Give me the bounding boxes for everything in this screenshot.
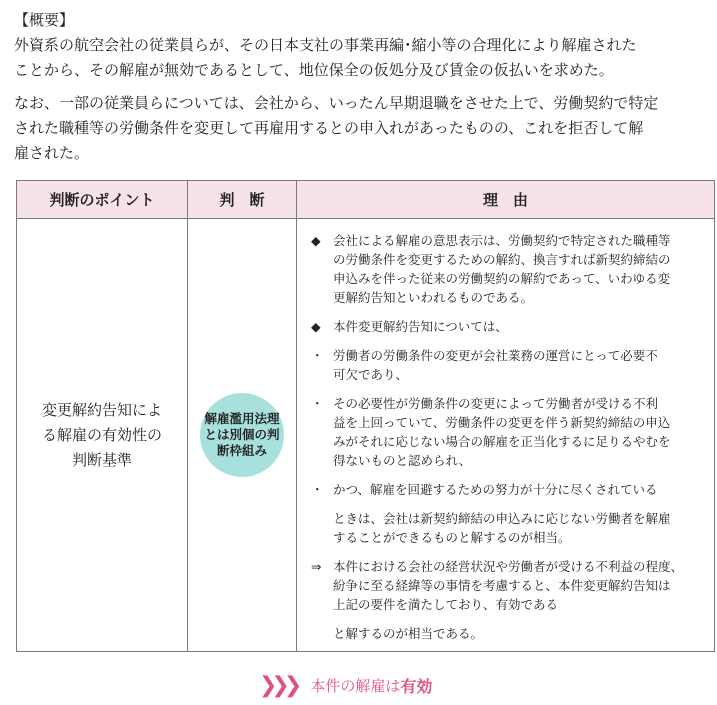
- point-cell: [17, 219, 188, 652]
- reason-line: の労働条件を変更するための解約、換言すれば新契約締結の: [333, 252, 671, 267]
- reason-line: 更解約告知といわれるものである。: [333, 290, 534, 305]
- reason-bullet: [311, 346, 700, 384]
- conclusion-result: 有効: [400, 676, 433, 696]
- reason-line: と解するのが相当である。: [333, 626, 484, 641]
- judgment-badge: [200, 393, 284, 477]
- reason-line: かつ、解雇を回避するための努力が十分に尽くされている: [333, 482, 658, 497]
- conclusion-prefix: 本件の解雇は: [310, 676, 401, 695]
- triple-chevron-icon: ❯❯❯: [259, 672, 297, 698]
- reason-bullet: [311, 394, 700, 470]
- judgment-table: [16, 180, 715, 652]
- conclusion-banner: [259, 672, 432, 698]
- summary-line: された職種等の労働条件を変更して再雇用するとの申入れがあったものの、これを拒否して解: [14, 119, 644, 137]
- reason-line: その必要性が労働条件の変更によって労働者が受ける不利: [333, 396, 659, 411]
- reason-line: 労働者の労働条件の変更が会社業務の運営にとって必要不: [333, 348, 658, 363]
- point-line: 判断基準: [71, 450, 132, 469]
- reason-line: 得ないものと認められ、: [333, 453, 472, 468]
- reason-line: 本件変更解約告知については、: [333, 319, 508, 334]
- implies-icon: ⇒: [311, 559, 322, 574]
- summary-section: [14, 8, 709, 166]
- reason-continuation: [311, 509, 700, 547]
- bullet-icon: ・: [311, 482, 324, 497]
- bullet-icon: ・: [311, 348, 324, 363]
- bullet-icon: ・: [311, 396, 324, 411]
- reason-line: 申込みを伴った従来の労働契約の解約であって、いわゆる変: [333, 271, 671, 286]
- reason-line: ときは、会社は新契約締結の申込みに応じない労働者を解雇: [333, 511, 671, 526]
- point-line: る解雇の有効性の: [41, 425, 162, 444]
- diamond-icon: ◆: [311, 319, 321, 334]
- header-reason: 理 由: [297, 181, 715, 219]
- reason-line: 本件における会社の経営状況や労働者が受ける不利益の程度、: [333, 559, 684, 574]
- judgment-line: 解雇濫用法理: [204, 411, 280, 426]
- header-point: 判断のポイント: [17, 181, 188, 219]
- point-line: 変更解約告知によ: [41, 400, 162, 419]
- summary-line: 外資系の航空会社の従業員らが、その日本支社の事業再編･縮小等の合理化により解雇された: [14, 36, 637, 54]
- table-header-row: [17, 181, 715, 219]
- reason-line: 会社による解雇の意思表示は、労働契約で特定された職種等: [333, 233, 671, 248]
- reason-cell: [297, 219, 715, 652]
- summary-line: ことから、その解雇が無効であるとして、地位保全の仮処分及び賃金の仮払いを求めた。: [14, 61, 614, 79]
- reason-continuation: [311, 624, 700, 643]
- reason-bullet: [311, 480, 700, 499]
- reason-line: 可欠であり、: [333, 367, 409, 382]
- reason-line: 上記の要件を満たしており、有効である: [333, 597, 559, 612]
- reason-item: [311, 317, 700, 336]
- judgment-cell: [188, 219, 297, 652]
- judgment-line: 断枠組み: [216, 443, 267, 458]
- summary-line: なお、一部の従業員らについては、会社から、いったん早期退職をさせた上で、労働契約で特定: [14, 94, 659, 112]
- header-judgment: 判 断: [188, 181, 297, 219]
- reason-line: 紛争に至る経緯等の事情を考慮すると、本件変更解約告知は: [333, 578, 671, 593]
- summary-line: 雇された。: [14, 144, 90, 162]
- judgment-line: とは別個の判: [204, 427, 280, 442]
- reason-line: みがそれに応じない場合の解雇を正当化するに足りるやむを: [333, 434, 671, 449]
- reason-conclusion: [311, 557, 700, 614]
- diamond-icon: ◆: [311, 233, 321, 248]
- reason-item: [311, 231, 700, 307]
- reason-line: することができるものと解するのが相当。: [333, 530, 571, 545]
- reason-line: 益を上回っていて、労働条件の変更を伴う新契約締結の申込: [333, 415, 671, 430]
- table-row: [17, 219, 715, 652]
- summary-heading: 【概要】: [14, 11, 75, 29]
